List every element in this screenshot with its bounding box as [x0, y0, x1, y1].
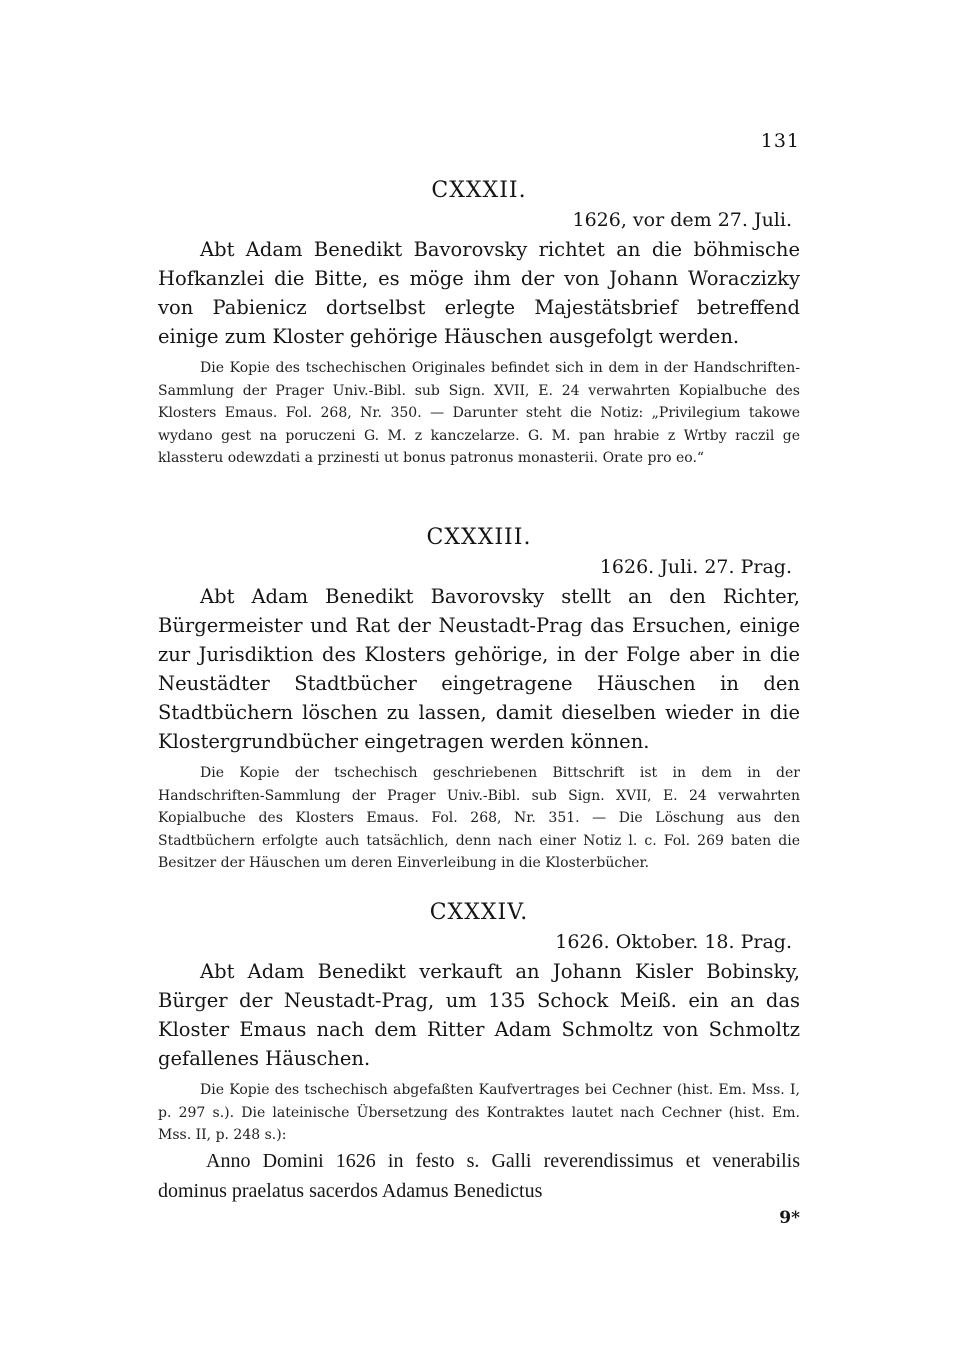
entry-date: 1626. Juli. 27. Prag.: [599, 556, 792, 578]
entry-date: 1626. Oktober. 18. Prag.: [555, 931, 792, 953]
entry-summary: Abt Adam Benedikt verkauft an Johann Kisler Bobinsky, Bürger der Neustadt-Prag, um 135 Schock Meiß. ein an das Kloster Emaus nach dem Ritter Adam Schmoltz von Schmoltz gefallenes Häuschen.: [158, 960, 800, 1070]
entry-note: Die Kopie des tschechisch abgefaßten Kaufvertrages bei Cechner (hist. Em. Mss. I, p. 297 s.). Die lateinische Übersetzung des Kontraktes lautet nach Cechner (hist. Em. Mss. II, p. 248 s.):: [158, 1082, 800, 1143]
entry-summary: Abt Adam Benedikt Bavorovsky stellt an den Richter, Bürgermeister und Rat der Neustadt-Prag das Ersuchen, einige zur Jurisdiktion des Klosters gehörige, in der Folge aber in die Neustädter Stadtbücher eingetragene Häuschen in den Stadtbüchern löschen zu lassen, damit dieselben wieder in die Klostergrundbücher eingetragen werden können.: [158, 585, 800, 753]
latin-text: Anno Domini 1626 in festo s. Galli reverendissimus et venerabilis dominus praelatus sacerdos Adamus Benedictus: [158, 1150, 800, 1202]
document-entry: [158, 178, 800, 470]
entry-number: CXXXII.: [431, 178, 527, 203]
entry-number: CXXXIII.: [426, 525, 532, 550]
latin-text-block: [158, 1146, 800, 1206]
page-number: 131: [760, 130, 800, 152]
signature-mark: 9*: [779, 1208, 800, 1228]
entry-note: Die Kopie der tschechisch geschriebenen Bittschrift ist in dem in der Handschriften-Sammlung der Prager Univ.-Bibl. sub Sign. XVII, E. 24 verwahrten Kopialbuche des Klosters Emaus. Fol. 268, Nr. 351. — Die Löschung aus den Stadtbüchern erfolgte auch tatsächlich, denn nach einer Notiz l. c. Fol. 269 baten die Besitzer der Häuschen um deren Einverleibung in die Klosterbücher.: [158, 765, 800, 871]
document-entry: [158, 525, 800, 875]
entry-number: CXXXIV.: [429, 900, 529, 925]
entry-date: 1626, vor dem 27. Juli.: [572, 209, 792, 231]
entry-note: Die Kopie des tschechischen Originales befindet sich in dem in der Handschriften-Sammlung der Prager Univ.-Bibl. sub Sign. XVII, E. 24 verwahrten Kopialbuche des Klosters Emaus. Fol. 268, Nr. 350. — Darunter steht die Notiz: „Privilegium takowe wydano gest na poruczeni G. M. z kanczelarze. G. M. pan hrabie z Wrtby raczil ge klassteru odewzdati a przinesti ut bonus patronus monasterii. Orate pro eo.“: [158, 360, 800, 466]
entry-summary: Abt Adam Benedikt Bavorovsky richtet an die böhmische Hofkanzlei die Bitte, es möge ihm der von Johann Woraczizky von Pabienicz dortselbst erlegte Majestätsbrief betreffend einige zum Kloster gehörige Häuschen ausgefolgt werden.: [158, 238, 800, 348]
document-entry: [158, 900, 800, 1147]
